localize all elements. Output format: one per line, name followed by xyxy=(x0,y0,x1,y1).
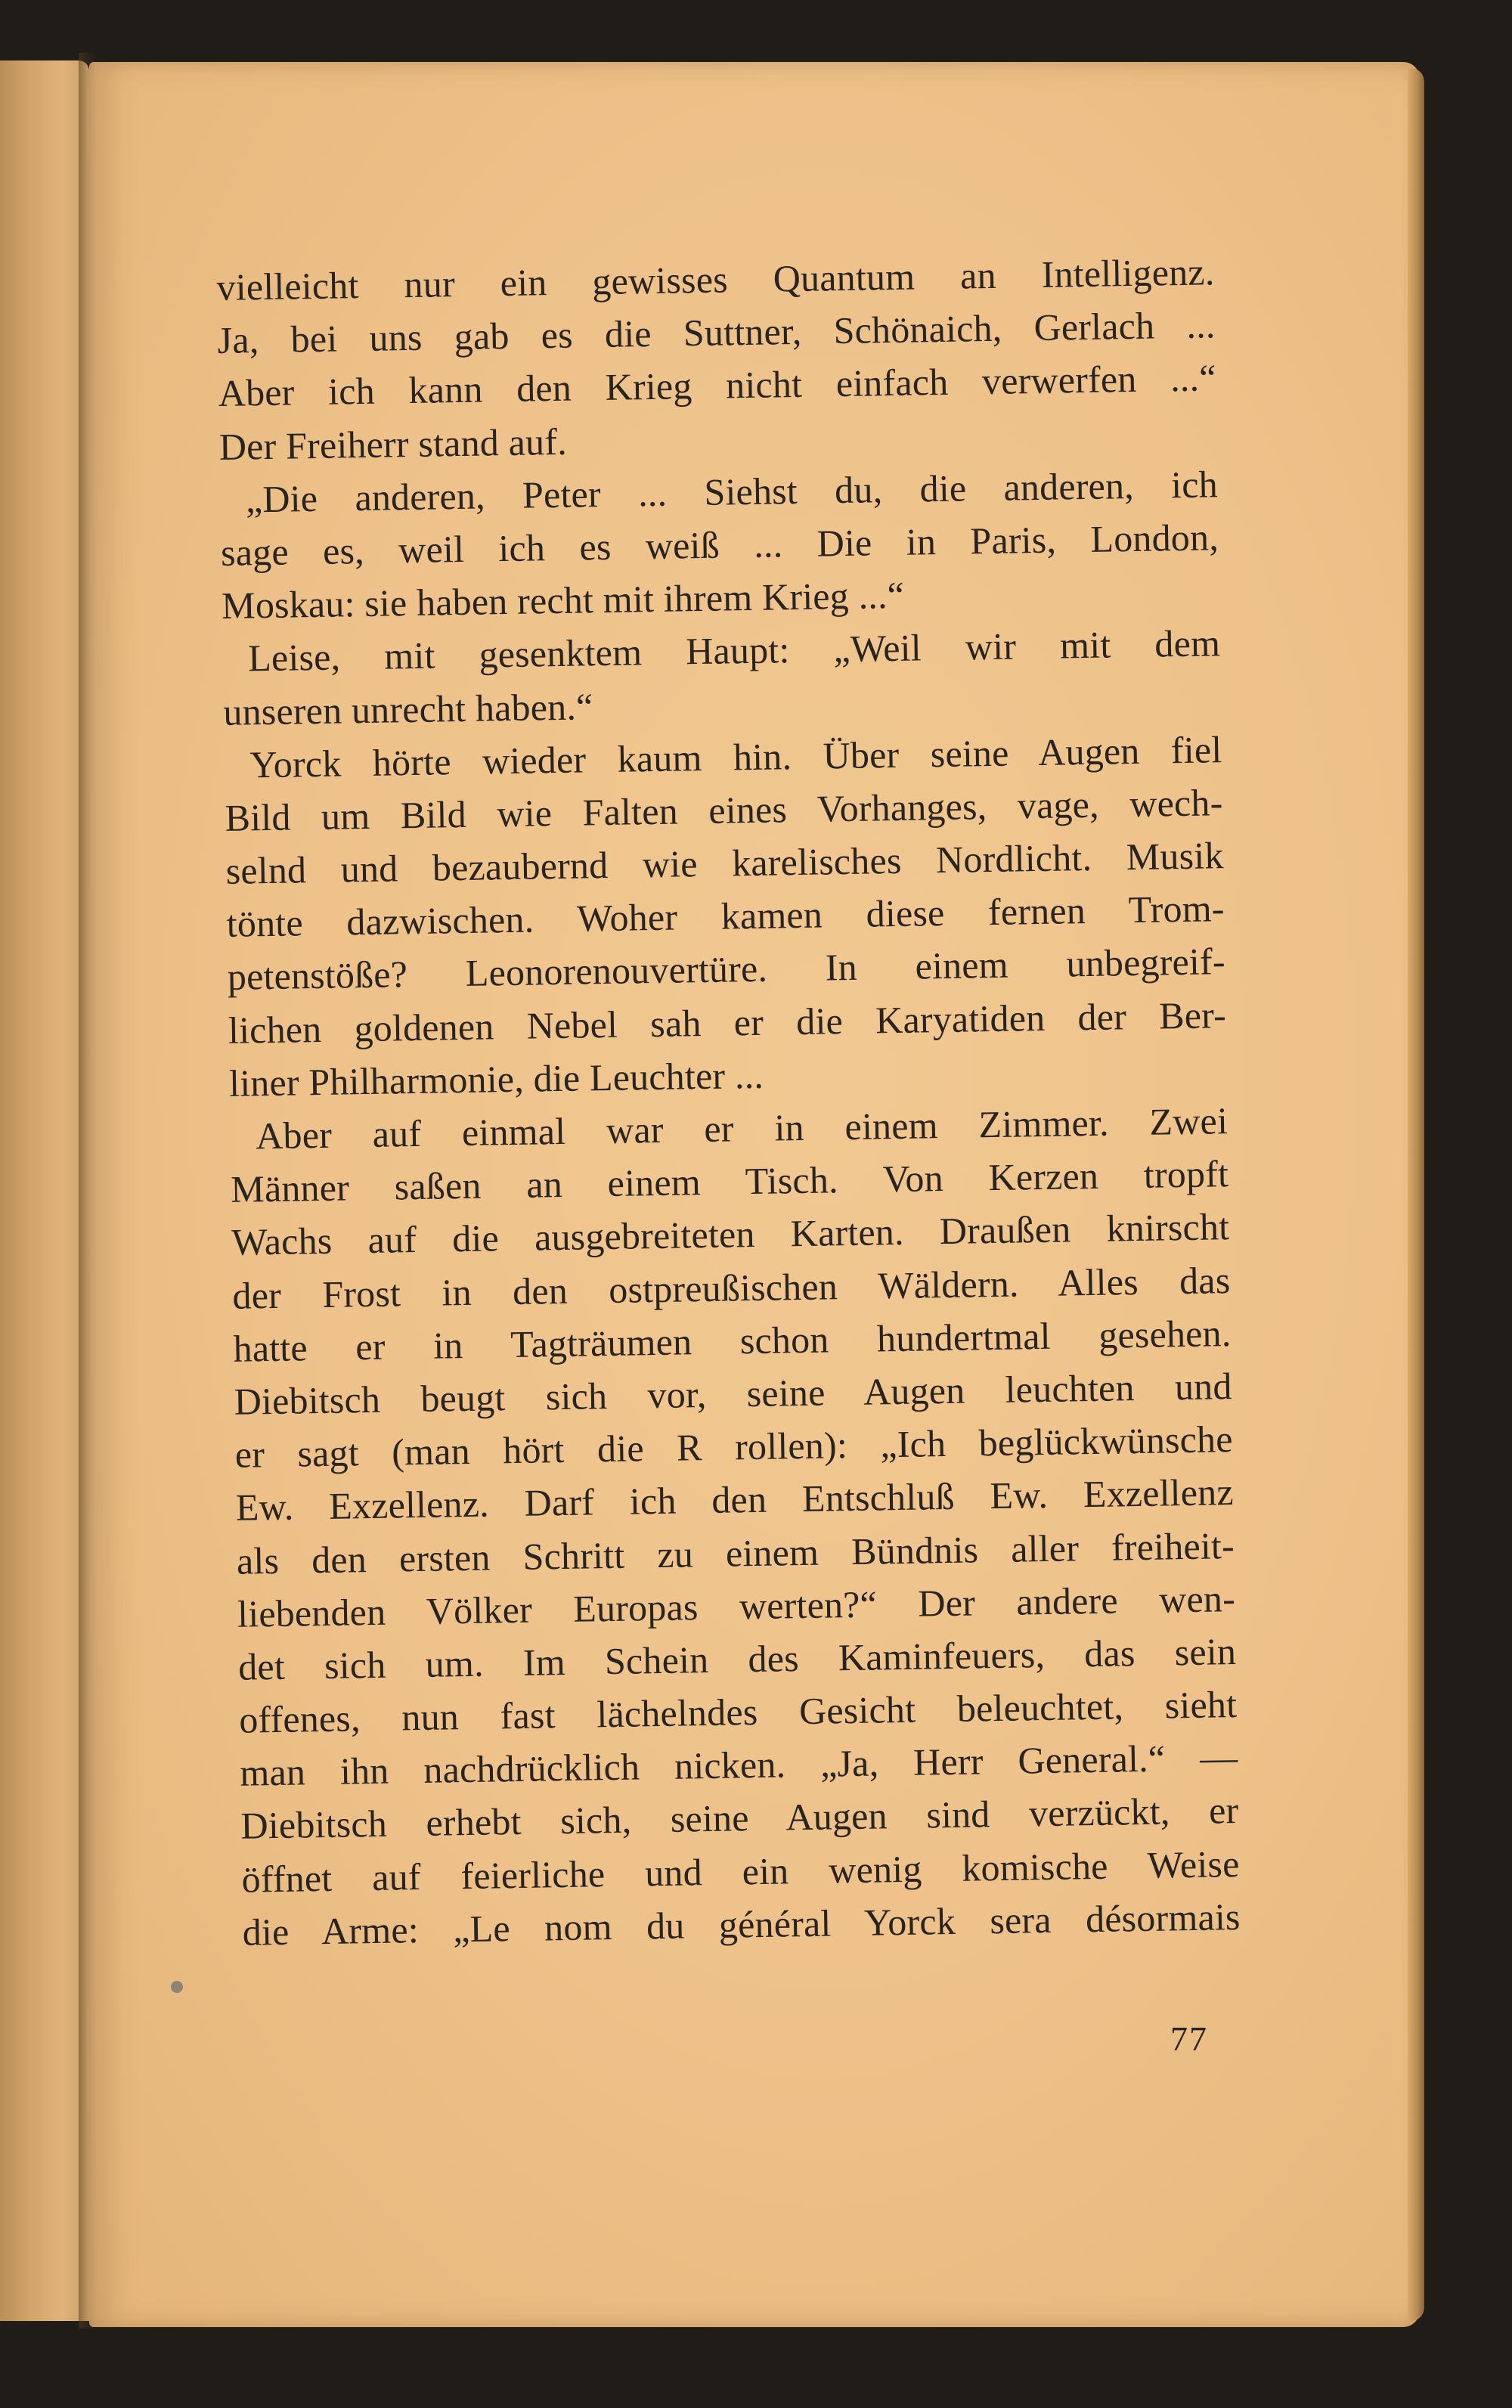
left-page-edge xyxy=(0,60,89,2321)
text-line: tönte dazwischen. Woher kamen diese fernen Trom- xyxy=(226,887,1225,946)
text-line: Wachs auf die ausgebreiteten Karten. Draußen knirscht xyxy=(231,1205,1230,1264)
page-number: 77 xyxy=(1170,2019,1208,2058)
text-line: als den ersten Schritt zu einem Bündnis aller freiheit- xyxy=(236,1523,1235,1582)
text-line: Ew. Exzellenz. Darf ich den Entschluß Ew. Exzellenz xyxy=(235,1471,1235,1529)
text-line: Bild um Bild wie Falten eines Vorhanges, vage, wech- xyxy=(225,781,1223,839)
text-line: offenes, nun fast lächelndes Gesicht beleuchtet, sieht xyxy=(238,1683,1238,1741)
text-line: Männer saßen an einem Tisch. Von Kerzen tropft xyxy=(230,1152,1229,1211)
text-line: lichen goldenen Nebel sah er die Karyatiden der Ber- xyxy=(228,993,1227,1052)
text-line: Leise, mit gesenktem Haupt: „Weil wir mit dem xyxy=(247,621,1221,680)
text-line: man ihn nachdrücklich nicken. „Ja, Herr General.“ — xyxy=(239,1736,1238,1794)
text-line: petenstöße? Leonorenouvertüre. In einem unbegreif- xyxy=(227,940,1226,999)
text-line: der Frost in den ostpreußischen Wäldern. Alles das xyxy=(232,1258,1231,1317)
text-line: Moskau: sie haben recht mit ihrem Krieg ...“ xyxy=(221,573,905,628)
text-line: „Die anderen, Peter ... Siehst du, die anderen, ich xyxy=(245,462,1219,521)
text-line: Aber auf einmal war er in einem Zimmer. Zwei xyxy=(255,1099,1228,1158)
text-line: Der Freiherr stand auf. xyxy=(218,420,568,468)
text-line: Ja, bei uns gab es die Suttner, Schönaich, Gerlach ... xyxy=(217,303,1216,362)
text-line: selnd und bezaubernd wie karelisches Nordlicht. Musik xyxy=(225,834,1224,892)
text-line: die Arme: „Le nom du général Yorck sera désormais xyxy=(242,1895,1241,1954)
paper-speck xyxy=(171,1981,183,1993)
text-line: vielleicht nur ein gewisses Quantum an Intelligenz. xyxy=(216,250,1215,308)
text-line: Yorck hörte wieder kaum hin. Über seine Augen fiel xyxy=(249,727,1222,786)
text-line: sage es, weil ich es weiß ... Die in Paris, London, xyxy=(220,516,1219,574)
text-line: Diebitsch beugt sich vor, seine Augen leuchten und xyxy=(234,1365,1232,1423)
text-line: Aber ich kann den Krieg nicht einfach verwerfen ...“ xyxy=(218,356,1217,415)
text-line: öffnet auf feierliche und ein wenig komische Weise xyxy=(241,1842,1240,1901)
text-line: unseren unrecht haben.“ xyxy=(222,684,593,733)
text-line: liebenden Völker Europas werten?“ Der andere wen- xyxy=(237,1576,1236,1635)
page-text xyxy=(216,245,1241,1958)
text-line: liner Philharmonie, die Leuchter ... xyxy=(228,1053,764,1105)
text-line: det sich um. Im Schein des Kaminfeuers, das sein xyxy=(237,1629,1237,1688)
text-line: er sagt (man hört die R rollen): „Ich beglückwünsche xyxy=(234,1418,1234,1476)
right-page-edge xyxy=(1408,68,1424,2321)
text-line: hatte er in Tagträumen schon hundertmal gesehen. xyxy=(233,1311,1232,1370)
book-gutter xyxy=(79,53,97,2329)
text-line: Diebitsch erhebt sich, seine Augen sind verzückt, er xyxy=(240,1789,1239,1848)
